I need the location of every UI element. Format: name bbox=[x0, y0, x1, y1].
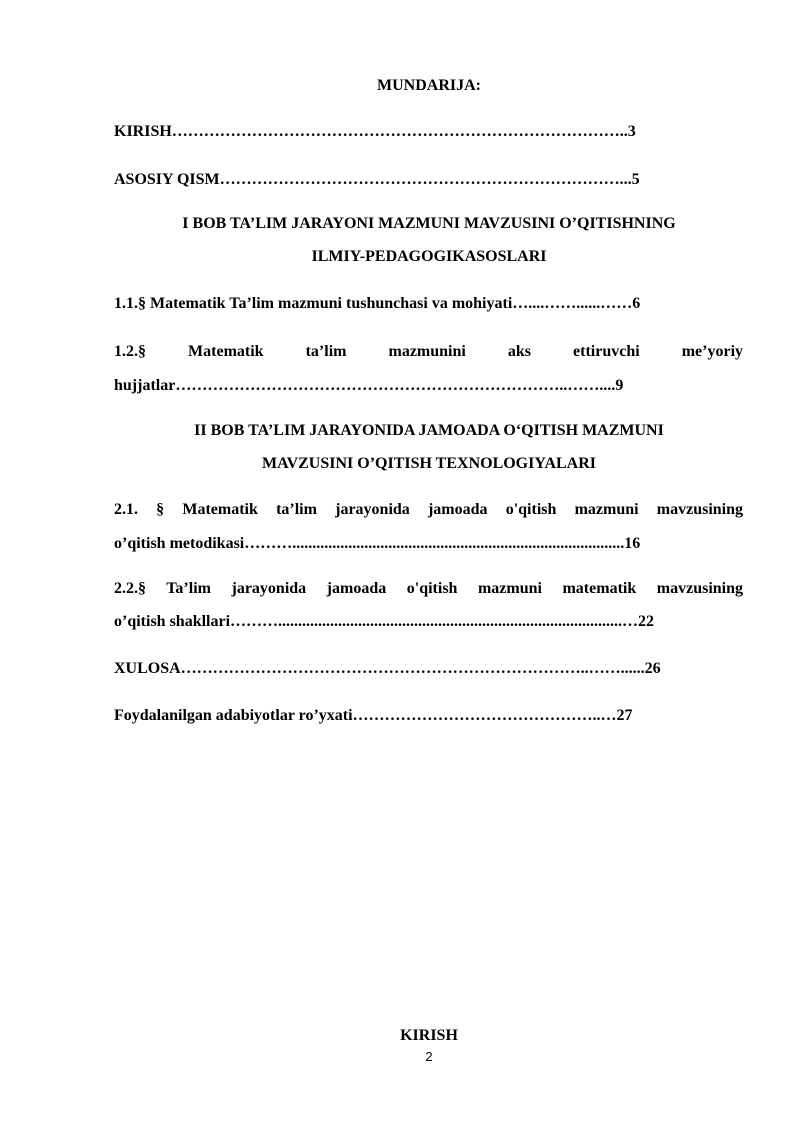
toc-entry-1-1: 1.1.§ Matematik Ta’lim mazmuni tushunchasi va mohiyati…....……......……6 bbox=[114, 295, 641, 312]
word: ettiruvchi bbox=[573, 343, 640, 360]
toc-entry-2-1-line-2: o’qitish metodikasi………...................................................................................16 bbox=[114, 535, 641, 552]
toc-entry-asosiy-qism: ASOSIY QISM…………………………………………………………………...5 bbox=[114, 171, 640, 188]
toc-entry-1-2-line-2: hujjatlar………………………………………………………………..……....9 bbox=[114, 377, 624, 394]
word: mazmunini bbox=[388, 343, 466, 360]
word: ta’lim bbox=[305, 343, 347, 360]
toc-entry-adabiyotlar: Foydalanilgan adabiyotlar ro’yxati………………………………………..…27 bbox=[114, 707, 633, 724]
toc-entry-2-2-line-2: o’qitish shakllari………......................................................................................…22 bbox=[114, 613, 655, 630]
chapter-1-heading-line-2: ILMIY-PEDAGOGIKASOSLARI bbox=[311, 248, 547, 265]
word: aks bbox=[507, 343, 531, 360]
toc-entry-2-1-line-1: 2.1. § Matematik ta’lim jarayonida jamoada o'qitish mazmuni mavzusining bbox=[114, 501, 743, 518]
toc-entry-2-2-line-1: 2.2.§ Ta’lim jarayonida jamoada o'qitish mazmuni matematik mavzusining bbox=[114, 580, 743, 597]
next-section-heading: KIRISH bbox=[400, 1027, 458, 1044]
toc-entry-1-2-line-1 bbox=[114, 343, 743, 361]
toc-entry-xulosa: XULOSA…………………………………………………………………..……......26 bbox=[114, 660, 661, 677]
chapter-2-heading-line-2: MAVZUSINI O’QITISH TEXNOLOGIYALARI bbox=[261, 455, 596, 472]
toc-entry-kirish: KIRISH…………………………………………………………………………..3 bbox=[114, 123, 636, 140]
word: 1.2.§ bbox=[114, 343, 146, 360]
word: me’yoriy bbox=[681, 343, 744, 360]
chapter-1-heading-line-1: I BOB TA’LIM JARAYONI MAZMUNI MAVZUSINI O’QITISHNING bbox=[182, 215, 676, 232]
toc-title: MUNDARIJA: bbox=[377, 77, 481, 94]
word: Matematik bbox=[188, 343, 264, 360]
chapter-2-heading-line-1: II BOB TA’LIM JARAYONIDA JAMOADA O‘QITISH MAZMUNI bbox=[194, 422, 664, 439]
page-number: 2 bbox=[425, 1049, 433, 1064]
